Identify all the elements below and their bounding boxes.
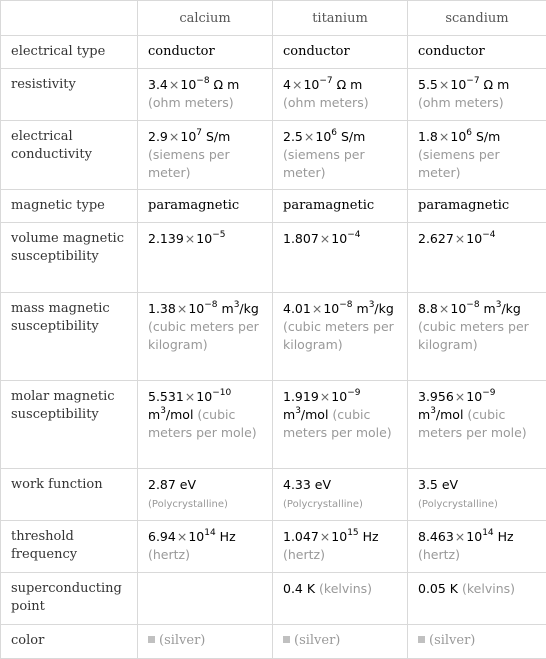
- base: 10: [466, 231, 482, 246]
- header-titanium: titanium: [273, 1, 408, 36]
- base: 10: [188, 529, 204, 544]
- mantissa: 1.38: [148, 301, 176, 316]
- exponent: −9: [482, 388, 495, 398]
- exponent: −10: [212, 388, 231, 398]
- exponent: −8: [339, 300, 352, 310]
- value: 4.33 eV: [283, 477, 331, 492]
- times-sign: ×: [320, 231, 330, 246]
- cell-titanium: [273, 381, 408, 469]
- header-calcium: calcium: [138, 1, 273, 36]
- row-threshold-frequency: [1, 521, 546, 573]
- times-sign: ×: [177, 529, 187, 544]
- times-sign: ×: [177, 301, 187, 316]
- cell-scandium: [408, 469, 546, 521]
- unit-description: (ohm meters): [148, 95, 234, 110]
- exponent: −8: [196, 76, 209, 86]
- base: 10: [315, 129, 331, 144]
- cell-calcium: [138, 223, 273, 293]
- unit: Ω m: [337, 77, 363, 92]
- exponent: −4: [347, 230, 360, 240]
- times-sign: ×: [439, 77, 449, 92]
- cell-titanium: [273, 69, 408, 121]
- cell-titanium: [273, 223, 408, 293]
- mantissa: 6.94: [148, 529, 176, 544]
- color-name: (silver): [294, 633, 340, 648]
- row-label: magnetic type: [1, 190, 138, 223]
- cell-scandium: [408, 521, 546, 573]
- base: 10: [196, 231, 212, 246]
- base: 10: [323, 301, 339, 316]
- row-label: threshold frequency: [1, 521, 138, 573]
- header-empty-cell: [1, 1, 138, 36]
- unit: m: [148, 407, 160, 422]
- base: 10: [196, 389, 212, 404]
- unit-description: (cubic meters per kilogram): [148, 319, 259, 352]
- row-resistivity: [1, 69, 546, 121]
- exponent: −7: [319, 76, 332, 86]
- unit: S/m: [341, 129, 365, 144]
- mantissa: 1.807: [283, 231, 319, 246]
- base: 10: [331, 231, 347, 246]
- note: (Polycrystalline): [148, 499, 228, 510]
- unit: m: [222, 301, 234, 316]
- cell-calcium: [138, 69, 273, 121]
- unit: Hz: [220, 529, 236, 544]
- cell-scandium: conductor: [408, 36, 546, 69]
- unit-description: (hertz): [148, 547, 190, 562]
- cell-titanium: paramagnetic: [273, 190, 408, 223]
- exponent: 14: [204, 528, 215, 538]
- cell-titanium: conductor: [273, 36, 408, 69]
- exponent: 6: [466, 128, 472, 138]
- base: 10: [466, 529, 482, 544]
- unit-exponent: 3: [234, 300, 240, 310]
- cell-calcium: [138, 381, 273, 469]
- color-name: (silver): [429, 633, 475, 648]
- exponent: 15: [347, 528, 358, 538]
- cell-titanium: [273, 121, 408, 190]
- note: (Polycrystalline): [418, 499, 498, 510]
- exponent: −5: [212, 230, 225, 240]
- unit-description: (siemens per meter): [283, 147, 365, 180]
- unit-description: (cubic meters per mole): [148, 407, 257, 440]
- mantissa: 8.463: [418, 529, 454, 544]
- cell-scandium: [408, 223, 546, 293]
- unit: Ω m: [484, 77, 510, 92]
- mantissa: 5.5: [418, 77, 438, 92]
- mantissa: 5.531: [148, 389, 184, 404]
- row-label: electrical conductivity: [1, 121, 138, 190]
- cell-titanium: [273, 625, 408, 659]
- cell-calcium: conductor: [138, 36, 273, 69]
- exponent: 7: [196, 128, 202, 138]
- cell-titanium: [273, 573, 408, 625]
- row-label: mass magnetic susceptibility: [1, 293, 138, 381]
- row-molar-magnetic-susceptibility: [1, 381, 546, 469]
- row-label: electrical type: [1, 36, 138, 69]
- value: 3.5 eV: [418, 477, 458, 492]
- times-sign: ×: [169, 77, 179, 92]
- mantissa: 1.919: [283, 389, 319, 404]
- unit-exponent: 3: [496, 300, 502, 310]
- cell-scandium: [408, 69, 546, 121]
- base: 10: [450, 77, 466, 92]
- value: 0.4 K: [283, 581, 315, 596]
- exponent: −7: [466, 76, 479, 86]
- row-volume-magnetic-susceptibility: [1, 223, 546, 293]
- unit-exponent: 3: [160, 406, 166, 416]
- unit-tail: /kg: [374, 301, 393, 316]
- base: 10: [331, 529, 347, 544]
- value: 0.05 K: [418, 581, 458, 596]
- cell-calcium: [138, 625, 273, 659]
- mantissa: 2.139: [148, 231, 184, 246]
- unit: m: [357, 301, 369, 316]
- unit: Hz: [363, 529, 379, 544]
- base: 10: [188, 301, 204, 316]
- unit-exponent: 3: [295, 406, 301, 416]
- unit-tail: /kg: [239, 301, 258, 316]
- row-label: work function: [1, 469, 138, 521]
- cell-scandium: [408, 625, 546, 659]
- exponent: −4: [482, 230, 495, 240]
- row-label: color: [1, 625, 138, 659]
- unit-description: (ohm meters): [283, 95, 369, 110]
- cell-calcium: [138, 521, 273, 573]
- unit-tail: /mol: [301, 407, 329, 422]
- unit-description: (cubic meters per kilogram): [283, 319, 394, 352]
- cell-scandium: [408, 293, 546, 381]
- unit: m: [484, 301, 496, 316]
- unit: m: [283, 407, 295, 422]
- cell-titanium: [273, 293, 408, 381]
- base: 10: [450, 301, 466, 316]
- times-sign: ×: [320, 529, 330, 544]
- mantissa: 4: [283, 77, 291, 92]
- unit-description: (siemens per meter): [418, 147, 500, 180]
- exponent: 6: [331, 128, 337, 138]
- mantissa: 1.8: [418, 129, 438, 144]
- base: 10: [466, 389, 482, 404]
- unit-description: (cubic meters per mole): [418, 407, 527, 440]
- cell-calcium: [138, 573, 273, 625]
- row-superconducting-point: [1, 573, 546, 625]
- mantissa: 4.01: [283, 301, 311, 316]
- base: 10: [303, 77, 319, 92]
- cell-calcium: [138, 293, 273, 381]
- row-color: [1, 625, 546, 659]
- cell-titanium: [273, 469, 408, 521]
- times-sign: ×: [169, 129, 179, 144]
- base: 10: [180, 77, 196, 92]
- row-label: molar magnetic susceptibility: [1, 381, 138, 469]
- header-row: [1, 1, 546, 36]
- times-sign: ×: [320, 389, 330, 404]
- unit: S/m: [206, 129, 230, 144]
- times-sign: ×: [312, 301, 322, 316]
- exponent: −8: [466, 300, 479, 310]
- unit-tail: /kg: [501, 301, 520, 316]
- unit: Hz: [498, 529, 514, 544]
- cell-scandium: [408, 381, 546, 469]
- row-magnetic-type: [1, 190, 546, 223]
- color-swatch-icon: [148, 636, 155, 643]
- unit-tail: /mol: [436, 407, 464, 422]
- exponent: −8: [204, 300, 217, 310]
- cell-calcium: [138, 469, 273, 521]
- color-swatch-icon: [283, 636, 290, 643]
- exponent: 14: [482, 528, 493, 538]
- cell-calcium: paramagnetic: [138, 190, 273, 223]
- base: 10: [450, 129, 466, 144]
- cell-scandium: [408, 573, 546, 625]
- row-electrical-conductivity: [1, 121, 546, 190]
- unit-exponent: 3: [430, 406, 436, 416]
- value: 2.87 eV: [148, 477, 196, 492]
- base: 10: [180, 129, 196, 144]
- row-label: volume magnetic susceptibility: [1, 223, 138, 293]
- note: (Polycrystalline): [283, 499, 363, 510]
- times-sign: ×: [292, 77, 302, 92]
- unit-description: (ohm meters): [418, 95, 504, 110]
- unit-description: (kelvins): [462, 581, 515, 596]
- mantissa: 2.627: [418, 231, 454, 246]
- mantissa: 8.8: [418, 301, 438, 316]
- unit-description: (cubic meters per mole): [283, 407, 392, 440]
- cell-titanium: [273, 521, 408, 573]
- unit-description: (siemens per meter): [148, 147, 230, 180]
- color-swatch-icon: [418, 636, 425, 643]
- unit-description: (kelvins): [319, 581, 372, 596]
- times-sign: ×: [455, 231, 465, 246]
- row-label: superconducting point: [1, 573, 138, 625]
- unit-tail: /mol: [166, 407, 194, 422]
- color-name: (silver): [159, 633, 205, 648]
- times-sign: ×: [439, 301, 449, 316]
- mantissa: 2.9: [148, 129, 168, 144]
- unit-description: (hertz): [283, 547, 325, 562]
- base: 10: [331, 389, 347, 404]
- mantissa: 2.5: [283, 129, 303, 144]
- row-mass-magnetic-susceptibility: [1, 293, 546, 381]
- unit-exponent: 3: [369, 300, 375, 310]
- header-scandium: scandium: [408, 1, 546, 36]
- cell-scandium: [408, 121, 546, 190]
- mantissa: 3.956: [418, 389, 454, 404]
- times-sign: ×: [185, 389, 195, 404]
- mantissa: 1.047: [283, 529, 319, 544]
- cell-calcium: [138, 121, 273, 190]
- unit: Ω m: [214, 77, 240, 92]
- row-work-function: [1, 469, 546, 521]
- row-electrical-type: [1, 36, 546, 69]
- exponent: −9: [347, 388, 360, 398]
- row-label: resistivity: [1, 69, 138, 121]
- unit-description: (hertz): [418, 547, 460, 562]
- unit: m: [418, 407, 430, 422]
- times-sign: ×: [455, 389, 465, 404]
- mantissa: 3.4: [148, 77, 168, 92]
- unit: S/m: [476, 129, 500, 144]
- times-sign: ×: [439, 129, 449, 144]
- unit-description: (cubic meters per kilogram): [418, 319, 529, 352]
- times-sign: ×: [304, 129, 314, 144]
- times-sign: ×: [185, 231, 195, 246]
- cell-scandium: paramagnetic: [408, 190, 546, 223]
- times-sign: ×: [455, 529, 465, 544]
